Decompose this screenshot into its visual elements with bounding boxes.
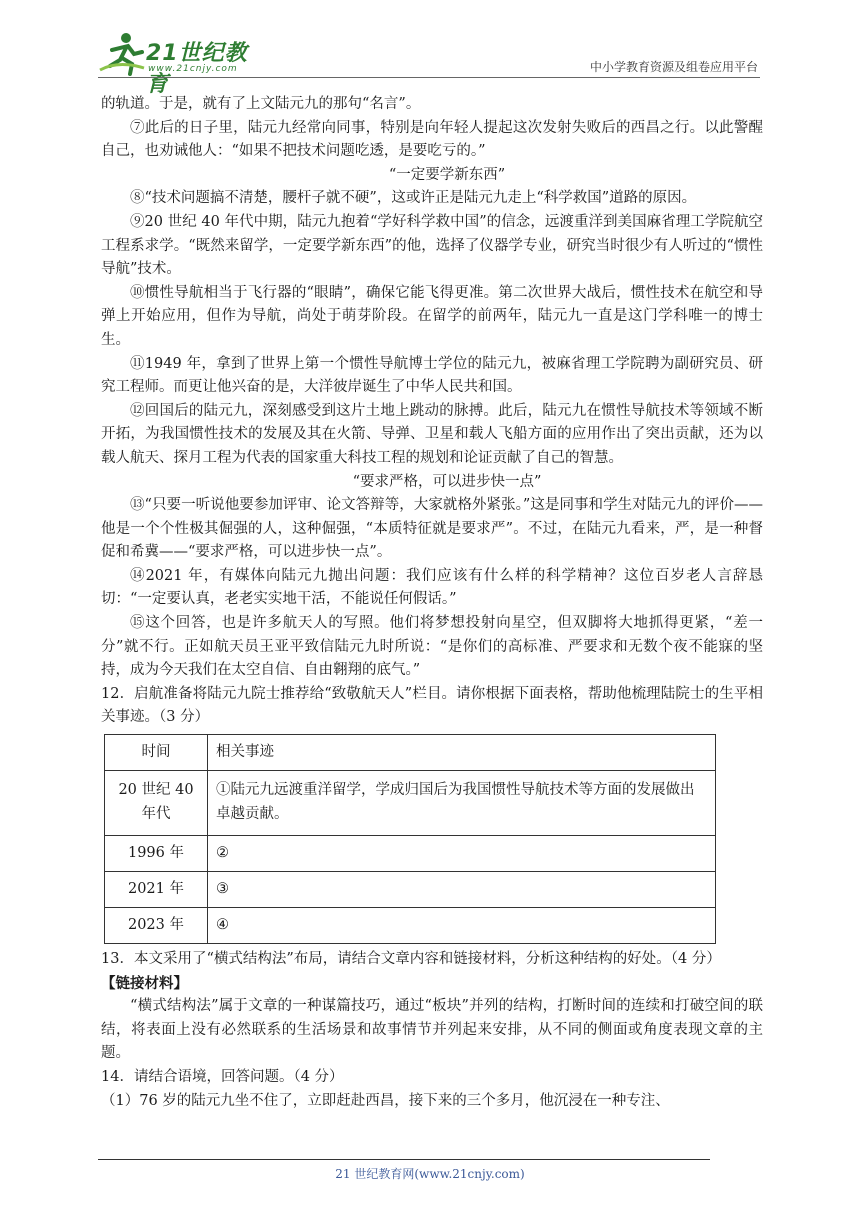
- row-time: 2021 年: [105, 872, 208, 908]
- table-row: [105, 836, 716, 872]
- link-material-text: “横式结构法”属于文章的一种谋篇技巧，通过“板块”并列的结构，打断时间的连续和打破空间的联结，将表面上没有必然联系的生活场景和故事情节并列起来安排，从不同的侧面或角度表现文章的主题。: [101, 998, 763, 1062]
- row-time: 20 世纪 40 年代: [105, 771, 208, 836]
- paragraph-7: ⑦此后的日子里，陆元九经常向同事，特别是向年轻人提起这次发射失败后的西昌之行。以此警醒自己，也劝诫他人：“如果不把技术问题吃透，是要吃亏的。”: [101, 119, 763, 160]
- paragraph-12: ⑫回国后的陆元九，深刻感受到这片土地上跳动的脉搏。此后，陆元九在惯性导航技术等领域不断开拓，为我国惯性技术的发展及其在火箭、导弹、卫星和载人飞船方面的应用作出了突出贡献，还为以载人航天、探月工程为代表的国家重大科技工程的规划和论证贡献了自己的智慧。: [101, 402, 763, 466]
- row-event-answer-field[interactable]: ③: [208, 872, 716, 908]
- question-12: 12．启航准备将陆元九院士推荐给“致敬航天人”栏目。请你根据下面表格，帮助他梳理陆院士的生平相关事迹。（3 分）: [101, 685, 763, 726]
- subheading-2: “要求严格，可以进步快一点”: [352, 473, 542, 490]
- subheading-1: “一定要学新东西”: [388, 166, 506, 183]
- platform-title: 中小学教育资源及组卷应用平台: [589, 60, 758, 74]
- question-13: 13．本文采用了“横式结构法”布局，请结合文章内容和链接材料，分析这种结构的好处。（4 分）: [101, 951, 721, 968]
- runner-logo-icon: [98, 30, 146, 76]
- paragraph-10: ⑩惯性导航相当于飞行器的“眼睛”，确保它能飞得更准。第二次世界大战后，惯性技术在航空和导弹上开始应用，但作为导航，尚处于萌芽阶段。在留学的前两年，陆元九一直是这门学科唯一的博士生。: [101, 284, 763, 348]
- logo-url: www.21cnjy.com: [148, 64, 238, 74]
- paragraph-11: ⑪1949 年，拿到了世界上第一个惯性导航博士学位的陆元九，被麻省理工学院聘为副研究员、研究工程师。而更让他兴奋的是，大洋彼岸诞生了中华人民共和国。: [101, 355, 763, 396]
- paragraph-0: 的轨道。于是，就有了上文陆元九的那句“名言”。: [101, 96, 421, 112]
- logo-text: 21世纪教育: [146, 41, 248, 97]
- paragraph-15: ⑮这个回答，也是许多航天人的写照。他们将梦想投射向星空，但双脚将大地抓得更紧，“差一分”就不行。正如航天员王亚平致信陆元九时所说：“是你们的高标准、严要求和无数个夜不能寐的坚持，成为今天我们在太空自信、自由翱翔的底气。”: [101, 615, 763, 679]
- paragraph-9: ⑨20 世纪 40 年代中期，陆元九抱着“学好科学救中国”的信念，远渡重洋到美国麻省理工学院航空工程系求学。“既然来留学，一定要学新东西”的他，选择了仪器学专业，研究当时很少有人听过的“惯性导航”技术。: [101, 213, 763, 278]
- row-time: 2023 年: [105, 908, 208, 944]
- paragraph-13: ⑬“只要一听说他要参加评审、论文答辩等，大家就格外紧张。”这是同事和学生对陆元九的评价——他是一个个性极其倔强的人，这种倔强，“本质特征就是要求严”。不过，在陆元九看来，严，是一种督促和希冀——“要求严格，可以进步快一点”。: [101, 497, 763, 561]
- paragraph-14: ⑭2021 年，有媒体向陆元九抛出问题：我们应该有什么样的科学精神？这位百岁老人言辞恳切：“一定要认真，老老实实地干活，不能说任何假话。”: [101, 567, 763, 608]
- row-event-answer-field[interactable]: ②: [208, 836, 716, 872]
- row-event-answer-field[interactable]: ④: [208, 908, 716, 944]
- table-header-row: [105, 735, 716, 771]
- row-event: ①陆元九远渡重洋留学，学成归国后为我国惯性导航技术等方面的发展做出卓越贡献。: [208, 771, 716, 836]
- link-material-title: 【链接材料】: [101, 974, 188, 992]
- header-event: 相关事迹: [208, 735, 716, 771]
- question-14-part-1: （1）76 岁的陆元九坐不住了，立即赶赴西昌，接下来的三个多月，他沉浸在一种专注、: [101, 1092, 670, 1109]
- header-time: 时间: [105, 735, 208, 771]
- paragraph-8: ⑧“技术问题搞不清楚，腰杆子就不硬”，这或许正是陆元九走上“科学救国”道路的原因。: [130, 190, 697, 207]
- question-14: 14．请结合语境，回答问题。（4 分）: [101, 1069, 344, 1085]
- page-header: [98, 30, 760, 97]
- page-footer: 21 世纪教育网(www.21cnjy.com): [335, 1167, 525, 1181]
- table-row: [105, 908, 716, 944]
- table-row: [105, 771, 716, 836]
- table-row: [105, 872, 716, 908]
- footer-divider: [98, 1159, 710, 1160]
- header-divider: [98, 77, 760, 78]
- row-time: 1996 年: [105, 836, 208, 872]
- logo: [98, 30, 268, 97]
- life-events-table: [104, 734, 716, 944]
- article-body: [101, 93, 763, 1113]
